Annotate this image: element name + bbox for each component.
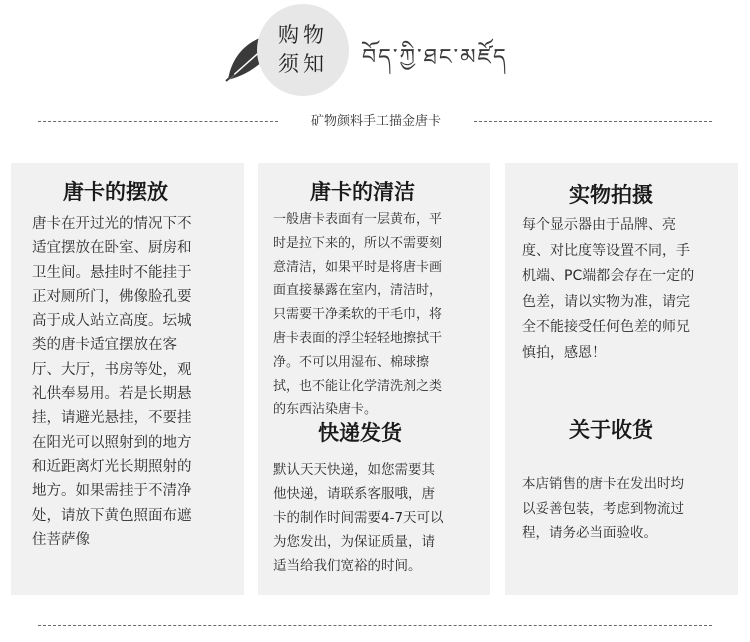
photography-body: 每个显示器由于品牌、亮 度、对比度等设置不同，手 机端、PC端都会存在一定的 色差，请以实物为准，请完 全不能接受任何色差的师兄 慎拍，感恩！: [522, 217, 695, 361]
bottom-divider: [38, 625, 712, 626]
title-circle: [257, 4, 349, 96]
right-panel: [505, 163, 738, 595]
header: [0, 0, 750, 110]
subtitle: 矿物颜料手工描金唐卡: [310, 114, 441, 129]
photography-title: 实物拍摄: [569, 183, 653, 207]
subtitle-divider: [0, 112, 750, 132]
cleaning-body: 一般唐卡表面有一层黄布，平 时是拉下来的，所以不需要刻 意清洁，如果平时是将唐卡画 面直接暴露在室内，清洁时， 只需要干净柔软的干毛巾，将 唐卡表面的浮尘轻轻地擦拭干 净。不可以用湿布、棉球擦 拭，也不能让化学清洗剂之类 的东西沾染唐卡。: [273, 212, 443, 418]
center-panel: [258, 163, 490, 595]
shipping-title: 快递发货: [318, 421, 402, 445]
divider-line-right: [474, 121, 712, 122]
cleaning-title: 唐卡的清洁: [310, 180, 415, 204]
shipping-body: 默认天天快递，如您需要其 他快递，请联系客服哦，唐 卡的制作时间需要4-7天可以 为您发出，为保证质量，请 适当给我们宽裕的时间。: [273, 462, 444, 574]
placement-title: 唐卡的摆放: [63, 180, 168, 204]
placement-panel: [11, 163, 244, 595]
receiving-title: 关于收货: [569, 418, 653, 442]
placement-body: 唐卡在开过光的情况下不 适宜摆放在卧室、厨房和 卫生间。悬挂时不能挂于 正对厕所门，佛像脸孔要 高于成人站立高度。坛城 类的唐卡适宜摆放在客 厅、大厅，书房等处，观 礼供奉易用。若是长期悬 挂，请避光悬挂，不要挂 在阳光可以照射到的地方 和近距离灯光长期照射的 地方。如果需挂于不清净 处，请放下黄色照面布遮 住菩萨像: [32, 216, 192, 548]
circle-title: 购物 须知: [278, 23, 328, 76]
divider-line-left: [38, 121, 278, 122]
tibetan-heading: བོད་ཀྱི་ཐང་མཛོད: [362, 45, 508, 70]
receiving-body: 本店销售的唐卡在发出时均 以妥善包装，考虑到物流过 程，请务必当面验收。: [522, 476, 684, 541]
